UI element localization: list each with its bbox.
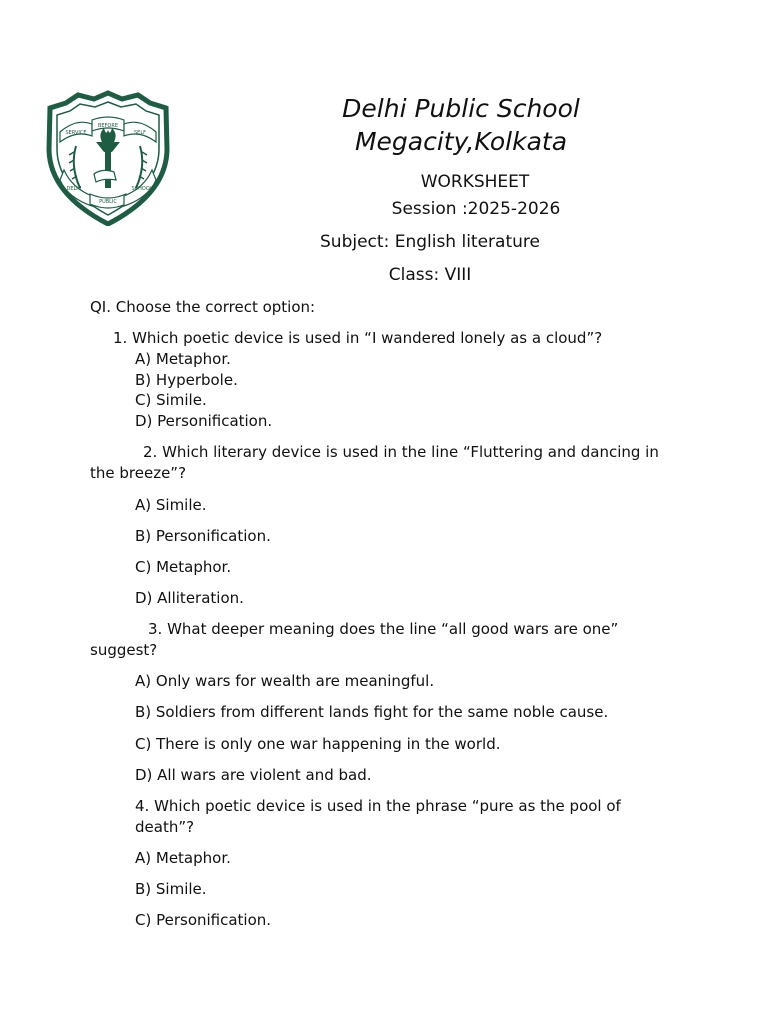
q2-option-d: D) Alliteration. bbox=[135, 589, 244, 607]
question-3-line2: suggest? bbox=[90, 641, 158, 659]
banner-word: DELHI bbox=[66, 186, 82, 192]
school-name-line2: Megacity,Kolkata bbox=[354, 127, 568, 156]
banner-word: BEFORE bbox=[97, 123, 119, 129]
banner-word: SERVICE bbox=[65, 130, 87, 136]
banner-word: SCHOOL bbox=[131, 186, 153, 192]
q1-option-d: D) Personification. bbox=[135, 412, 273, 430]
subject-label: Subject: English literature bbox=[320, 232, 540, 252]
banner-word: SELF bbox=[134, 130, 146, 136]
section-heading: QI. Choose the correct option: bbox=[90, 298, 316, 316]
school-logo bbox=[46, 90, 170, 226]
q4-option-b: B) Simile. bbox=[135, 880, 207, 898]
q4-option-c: C) Personification. bbox=[135, 911, 272, 929]
question-2-line1: 2. Which literary device is used in the line “Fluttering and dancing in bbox=[143, 443, 659, 461]
q2-option-a: A) Simile. bbox=[135, 496, 207, 514]
session-label: Session :2025-2026 bbox=[391, 199, 561, 219]
school-name-line1: Delhi Public School bbox=[342, 94, 580, 123]
question-3-line1: 3. What deeper meaning does the line “all good wars are one” bbox=[148, 620, 619, 638]
q1-option-b: B) Hyperbole. bbox=[135, 371, 238, 389]
banner-word: PUBLIC bbox=[99, 199, 117, 205]
q1-option-c: C) Simile. bbox=[135, 391, 207, 409]
q2-option-b: B) Personification. bbox=[135, 527, 271, 545]
school-crest-icon bbox=[46, 90, 170, 226]
question-4-line2: death”? bbox=[135, 818, 195, 836]
q3-option-a: A) Only wars for wealth are meaningful. bbox=[135, 672, 435, 690]
q1-option-a: A) Metaphor. bbox=[135, 350, 231, 368]
question-4-line1: 4. Which poetic device is used in the phrase “pure as the pool of bbox=[135, 797, 621, 815]
q3-option-b: B) Soldiers from different lands fight for the same noble cause. bbox=[135, 703, 609, 721]
school-name bbox=[300, 92, 622, 158]
worksheet-title: WORKSHEET bbox=[420, 172, 530, 192]
q3-option-c: C) There is only one war happening in the world. bbox=[135, 735, 501, 753]
class-label: Class: VIII bbox=[388, 265, 472, 285]
q2-option-c: C) Metaphor. bbox=[135, 558, 232, 576]
question-1: 1. Which poetic device is used in “I wandered lonely as a cloud”? bbox=[113, 329, 603, 347]
question-2-line2: the breeze”? bbox=[90, 464, 187, 482]
q3-option-d: D) All wars are violent and bad. bbox=[135, 766, 372, 784]
q4-option-a: A) Metaphor. bbox=[135, 849, 231, 867]
